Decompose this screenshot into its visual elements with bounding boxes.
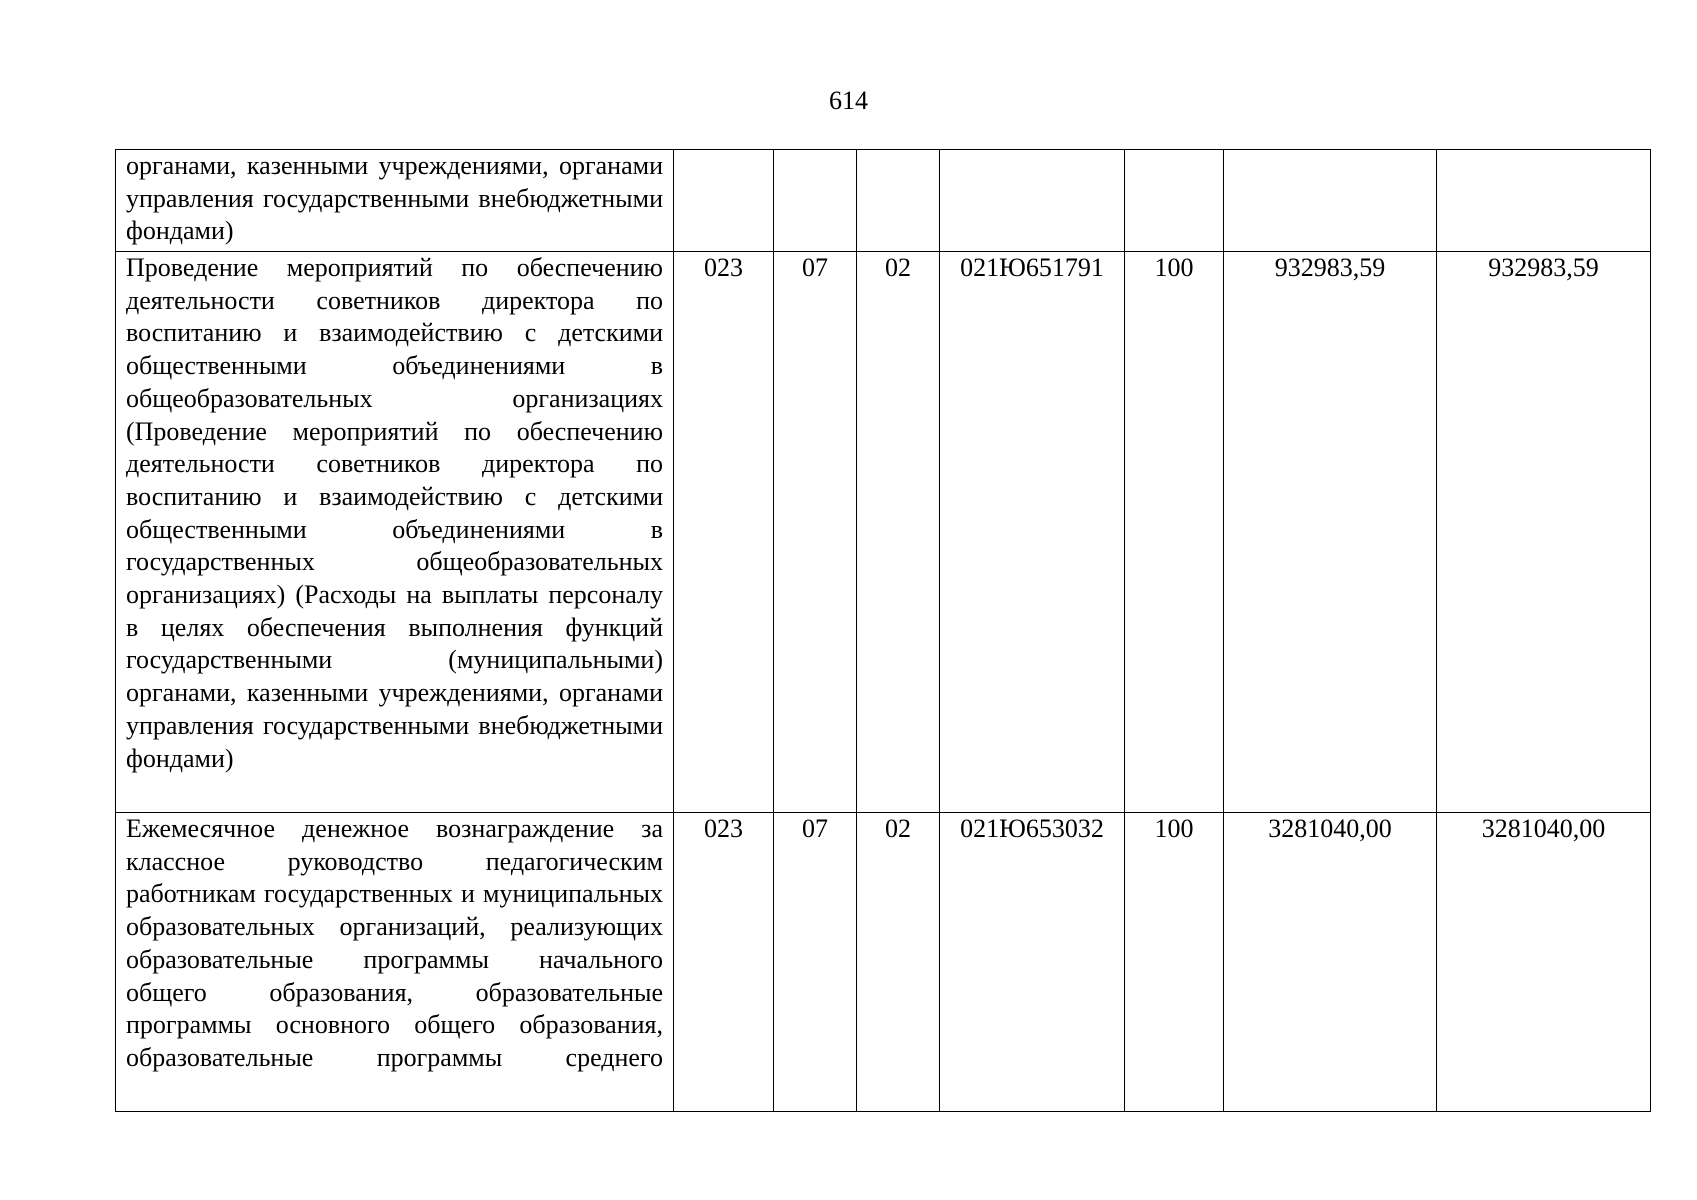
row-target-article-code — [940, 150, 1125, 252]
row-subsection-code — [857, 150, 940, 252]
row-gl-code: 023 — [674, 252, 774, 813]
table-row — [116, 252, 1651, 813]
row-expense-type-code: 100 — [1125, 252, 1224, 813]
table-row — [116, 813, 1651, 1112]
row-section-code: 07 — [774, 252, 857, 813]
row-description: Проведение мероприятий по обеспечению деятельности советников директора по воспитанию и взаимодействию с детскими общественными объединениями в общеобразовательных организациях (Проведение мероприятий по обеспечению деятельности советников директора по воспитанию и взаимодействию с детскими общественными объединениями в государственных общеобразовательных организациях) (Расходы на выплаты персоналу в целях обеспечения выполнения функций государственными (муниципальными) органами, казенными учреждениями, органами управления государственными внебюджетными фондами) — [116, 252, 674, 813]
row-target-article-code: 021Ю651791 — [940, 252, 1125, 813]
row-section-code: 07 — [774, 813, 857, 1112]
page-number: 614 — [829, 86, 868, 115]
row-target-article-code: 021Ю653032 — [940, 813, 1125, 1112]
row-expense-type-code — [1125, 150, 1224, 252]
row-section-code — [774, 150, 857, 252]
row-gl-code — [674, 150, 774, 252]
row-amount-1: 932983,59 — [1224, 252, 1437, 813]
row-amount-2: 3281040,00 — [1437, 813, 1651, 1112]
row-gl-code: 023 — [674, 813, 774, 1112]
row-subsection-code: 02 — [857, 813, 940, 1112]
table-row — [116, 150, 1651, 252]
row-amount-1 — [1224, 150, 1437, 252]
row-description: Ежемесячное денежное вознаграждение за классное руководство педагогическим работникам государственных и муниципальных образовательных организаций, реализующих образовательные программы начального общего образования, образовательные программы основного общего образования, образовательные программы среднего — [116, 813, 674, 1112]
row-expense-type-code: 100 — [1125, 813, 1224, 1112]
row-description: органами, казенными учреждениями, органами управления государственными внебюджетными фондами) — [116, 150, 674, 252]
row-amount-1: 3281040,00 — [1224, 813, 1437, 1112]
row-amount-2: 932983,59 — [1437, 252, 1651, 813]
budget-table — [115, 149, 1651, 1112]
row-subsection-code: 02 — [857, 252, 940, 813]
row-amount-2 — [1437, 150, 1651, 252]
